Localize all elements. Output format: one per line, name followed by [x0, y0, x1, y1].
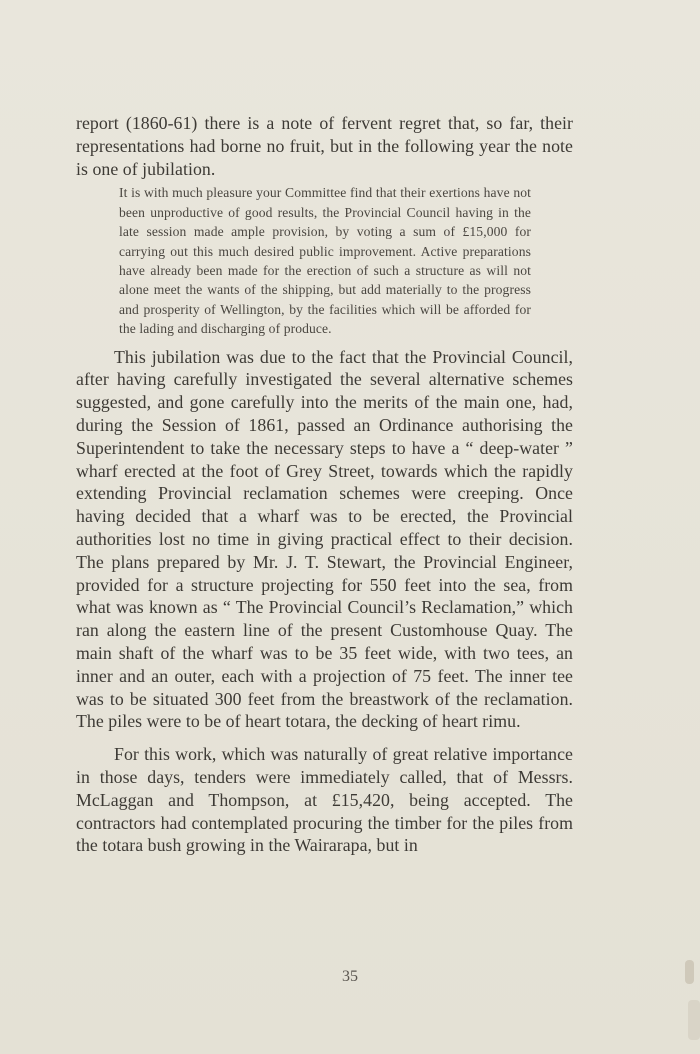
edge-stain: [685, 960, 694, 984]
body-text: [76, 112, 573, 857]
page-number: 35: [342, 968, 358, 985]
jubilation-paragraph: This jubilation was due to the fact that the Provincial Council, after having carefully investigated the several alternative schemes suggested, and gone carefully into the merits of the main one, had, during the Session of 1861, passed an Ordinance authorising the Superintendent to take the necessary steps to have a “ deep-water ” wharf erected at the foot of Grey Street, towards which the rapidly extending Provincial reclamation schemes were creeping. Once having decided that a wharf was to be erected, the Provincial authorities lost no time in giving practical effect to their decision. The plans prepared by Mr. J. T. Stewart, the Provincial Engineer, provided for a structure projecting for 550 feet into the sea, from what was known as “ The Provincial Council’s Reclamation,” which ran along the eastern line of the present Customhouse Quay. The main shaft of the wharf was to be 35 feet wide, with two tees, an inner and an outer, each with a projection of 75 feet. The inner tee was to be situated 300 feet from the breastwork of the reclamation. The piles were to be of heart totara, the decking of heart rimu.: [76, 346, 573, 732]
intro-paragraph: report (1860-61) there is a note of fervent regret that, so far, their representations had borne no fruit, but in the following year the note is one of jubilation.: [76, 113, 573, 179]
contract-paragraph: For this work, which was naturally of great relative importance in those days, tenders were immediately called, that of Messrs. McLaggan and Thompson, at £15,420, being accepted. The contractors had contemplated procuring the timber for the piles from the totara bush growing in the Wairarapa, but in: [76, 744, 573, 856]
committee-quote: It is with much pleasure your Committee find that their exertions have not been unproductive of good results, the Provincial Council having in the late session made ample provision, by voting a sum of £15,000 for carrying out this much desired public improvement. Active preparations have already been made for the erection of such a structure as will not alone meet the wants of the shipping, but add materially to the progress and prosperity of Wellington, by the facilities which will be afforded for the lading and discharging of produce.: [119, 185, 531, 337]
edge-stain: [688, 1000, 700, 1040]
